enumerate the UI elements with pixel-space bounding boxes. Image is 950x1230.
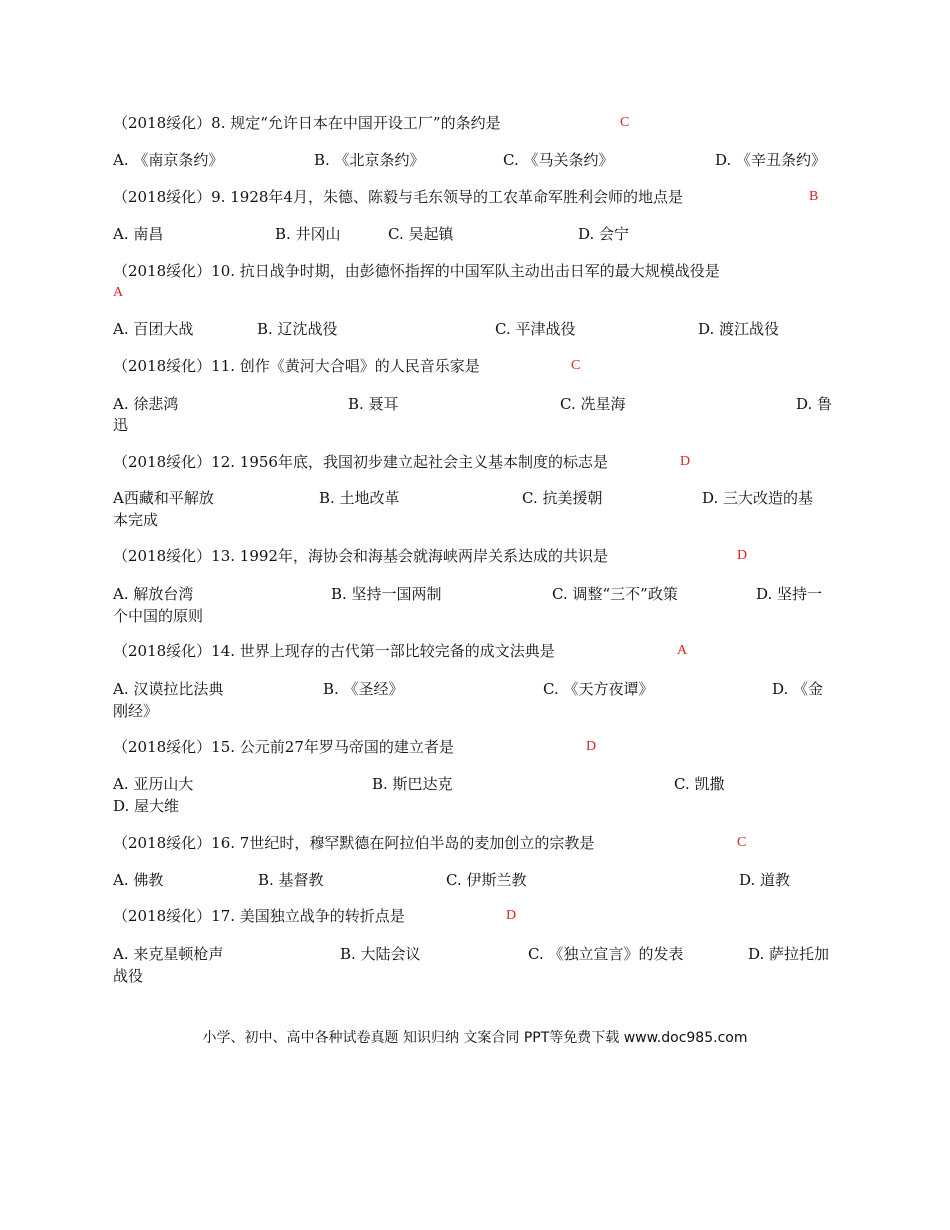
- question-14-option-c: C. 《天方夜谭》: [543, 680, 654, 698]
- question-10-answer: A: [113, 285, 124, 300]
- question-14-answer: A: [677, 643, 688, 658]
- question-16-option-d: D. 道教: [739, 871, 791, 889]
- question-15-answer: D: [586, 739, 597, 754]
- question-15-option-a: A. 亚历山大: [113, 775, 194, 793]
- question-11-option-b: B. 聂耳: [348, 395, 399, 413]
- question-9-answer: B: [809, 189, 819, 204]
- question-13-option-d-continuation: 个中国的原则: [113, 607, 204, 625]
- question-13-stem: （2018绥化）13. 1992年，海协会和海基会就海峡两岸关系达成的共识是: [113, 547, 608, 565]
- question-15-option-c: C. 凯撒: [674, 775, 725, 793]
- question-9-option-c: C. 吴起镇: [388, 225, 454, 243]
- question-14-stem: （2018绥化）14. 世界上现存的古代第一部比较完备的成文法典是: [113, 642, 555, 660]
- question-14-option-a: A. 汉谟拉比法典: [113, 680, 224, 698]
- question-14-option-d: D. 《金: [772, 680, 824, 698]
- question-12-option-a: A西藏和平解放: [113, 489, 214, 507]
- question-12-answer: D: [680, 454, 691, 469]
- question-11-stem: （2018绥化）11. 创作《黄河大合唱》的人民音乐家是: [113, 357, 480, 375]
- question-9-option-b: B. 井冈山: [275, 225, 341, 243]
- question-17-option-d: D. 萨拉托加: [748, 945, 830, 963]
- question-9-stem: （2018绥化）9. 1928年4月，朱德、陈毅与毛东领导的工农革命军胜利会师的地点是: [113, 188, 683, 206]
- download-footer: 小学、初中、高中各种试卷真题 知识归纳 文案合同 PPT等免费下载 www.doc985.com: [202, 1030, 748, 1046]
- question-10-option-b: B. 辽沈战役: [257, 320, 338, 338]
- question-13-option-b: B. 坚持一国两制: [331, 585, 442, 603]
- question-16-stem: （2018绥化）16. 7世纪时，穆罕默德在阿拉伯半岛的麦加创立的宗教是: [113, 834, 595, 852]
- question-17-option-d-continuation: 战役: [113, 967, 144, 985]
- question-17-option-c: C. 《独立宣言》的发表: [528, 945, 684, 963]
- question-9-option-a: A. 南昌: [113, 225, 164, 243]
- question-17-option-b: B. 大陆会议: [340, 945, 421, 963]
- question-10-option-d: D. 渡江战役: [698, 320, 780, 338]
- question-14-option-d-continuation: 刚经》: [113, 702, 159, 720]
- question-11-answer: C: [571, 358, 581, 373]
- question-17-answer: D: [506, 908, 517, 923]
- question-8-answer: C: [620, 115, 630, 130]
- question-12-option-c: C. 抗美援朝: [522, 489, 603, 507]
- question-11-option-d-continuation: 迅: [113, 416, 129, 434]
- question-8-option-c: C. 《马关条约》: [503, 151, 614, 169]
- question-8-option-b: B. 《北京条约》: [314, 151, 425, 169]
- question-13-option-a: A. 解放台湾: [113, 585, 194, 603]
- question-12-option-d-continuation: 本完成: [113, 511, 159, 529]
- question-16-option-b: B. 基督教: [258, 871, 324, 889]
- question-11-option-c: C. 冼星海: [560, 395, 626, 413]
- question-12-option-b: B. 土地改革: [319, 489, 400, 507]
- question-10-option-c: C. 平津战役: [495, 320, 576, 338]
- question-15-option-b: B. 斯巴达克: [372, 775, 453, 793]
- question-13-answer: D: [737, 548, 748, 563]
- question-17-stem: （2018绥化）17. 美国独立战争的转折点是: [113, 907, 405, 925]
- question-16-option-c: C. 伊斯兰教: [446, 871, 527, 889]
- question-11-option-a: A. 徐悲鸿: [113, 395, 179, 413]
- question-10-option-a: A. 百团大战: [113, 320, 194, 338]
- question-17-option-a: A. 来克星顿枪声: [113, 945, 224, 963]
- question-16-option-a: A. 佛教: [113, 871, 164, 889]
- question-16-answer: C: [737, 835, 747, 850]
- question-15-option-d: D. 屋大维: [113, 797, 180, 815]
- question-15-stem: （2018绥化）15. 公元前27年罗马帝国的建立者是: [113, 738, 454, 756]
- question-8-stem: （2018绥化）8. 规定“允许日本在中国开设工厂”的条约是: [113, 114, 501, 132]
- question-8-option-a: A. 《南京条约》: [113, 151, 224, 169]
- question-12-stem: （2018绥化）12. 1956年底，我国初步建立起社会主义基本制度的标志是: [113, 453, 608, 471]
- question-9-option-d: D. 会宁: [578, 225, 630, 243]
- question-13-option-d: D. 坚持一: [756, 585, 823, 603]
- question-13-option-c: C. 调整“三不”政策: [552, 585, 678, 603]
- question-11-option-d: D. 鲁: [796, 395, 833, 413]
- question-10-stem: （2018绥化）10. 抗日战争时期，由彭德怀指挥的中国军队主动出击日军的最大规模战役是: [113, 262, 720, 280]
- question-14-option-b: B. 《圣经》: [323, 680, 404, 698]
- question-12-option-d: D. 三大改造的基: [702, 489, 814, 507]
- question-8-option-d: D. 《辛丑条约》: [715, 151, 827, 169]
